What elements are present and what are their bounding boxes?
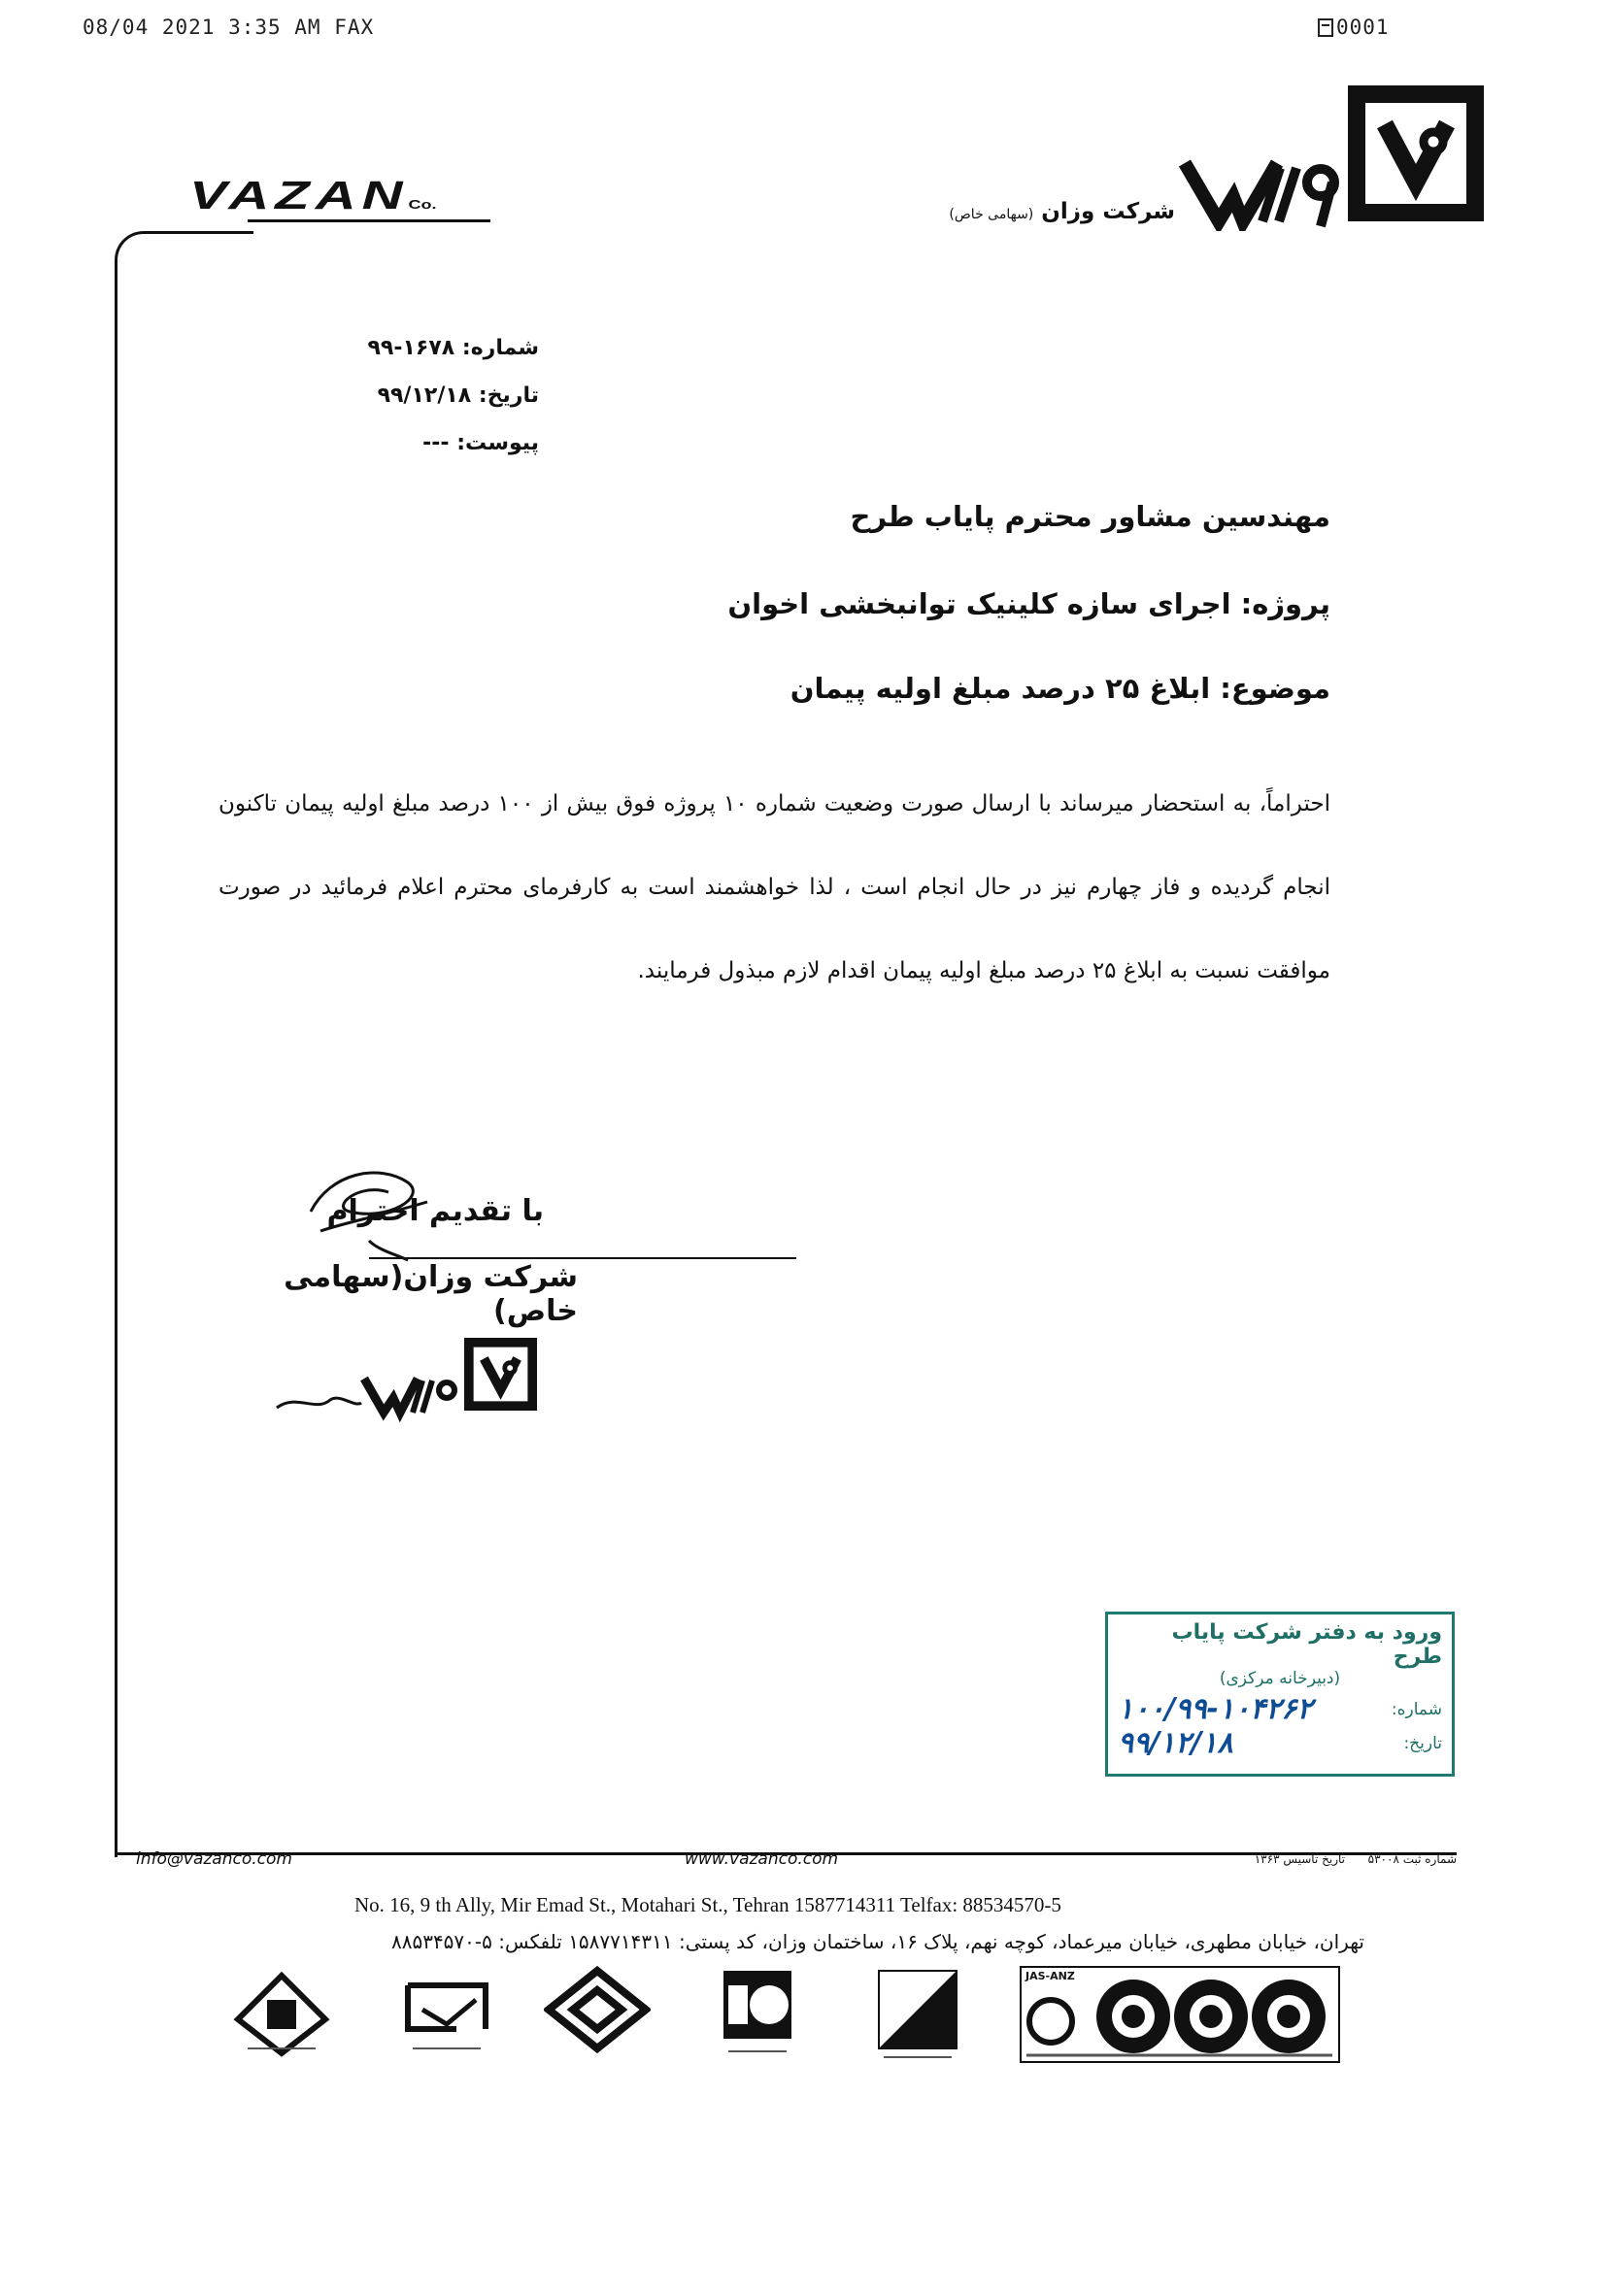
quality-cert-icon — [874, 1966, 961, 2063]
company-type: (سهامی خاص) — [949, 207, 1034, 222]
letter-date-label: تاریخ: — [478, 383, 539, 408]
footer-registration: شماره ثبت ۵۳۰۰۸ — [1367, 1852, 1457, 1866]
frame-top-left-line — [248, 219, 490, 222]
stamp-date-label: تاریخ: — [1403, 1733, 1442, 1753]
fax-icon — [1317, 17, 1334, 38]
footer-address-fa: تهران، خیابان مطهری، خیابان میرعماد، کوچه نهم، پلاک ۱۶، ساختمان وزان، کد پستی: ۱۵۸۷۷۱۴۳۱۱ تلفکس: ۵-۸۸۵۳۴۵۷۰ — [390, 1930, 1364, 1953]
project-line: پروژه: اجرای سازه کلینیک توانبخشی اخوان — [727, 587, 1330, 620]
subject-line: موضوع: ابلاغ ۲۵ درصد مبلغ اولیه پیمان — [790, 672, 1330, 705]
company-seal-wordmark-icon — [272, 1369, 461, 1422]
signer-company: شرکت وزان(سهامی خاص) — [284, 1260, 578, 1328]
stamp-number-value: ۱۰۰/۹۹-۱۰۴۲۶۲ — [1118, 1692, 1313, 1726]
stamp-subtitle: (دبیرخانه مرکزی) — [1219, 1669, 1341, 1688]
footer-address-en: No. 16, 9 th Ally, Mir Emad St., Motahari St., Tehran 1587714311 Telfax: 88534570-5 — [354, 1893, 1061, 1916]
society-logo-icon — [719, 1966, 796, 2063]
company-seal-icon — [464, 1338, 537, 1411]
letter-attachment-value: --- — [422, 431, 450, 455]
handwritten-signature — [291, 1163, 447, 1270]
signature-line — [369, 1257, 796, 1259]
letter-number-label: شماره: — [461, 336, 539, 360]
letter-attachment — [335, 431, 539, 455]
engineering-logo-icon — [233, 1971, 330, 2058]
vazan-latin-logo — [189, 173, 436, 218]
fax-header-timestamp: 08/04 2021 3:35 AM FAX — [83, 16, 375, 39]
footer-established: تاریخ تاسیس ۱۳۶۳ — [1254, 1852, 1345, 1866]
fax-header-page — [1317, 16, 1390, 39]
stamp-date-row — [1118, 1726, 1442, 1760]
stamp-number-label: شماره: — [1391, 1699, 1442, 1719]
letter-date-value: ۹۹/۱۲/۱۸ — [377, 383, 472, 408]
receipt-stamp — [1105, 1612, 1455, 1777]
addressee: مهندسین مشاور محترم پایاب طرح — [850, 500, 1330, 533]
frame-left-border — [115, 231, 253, 1857]
stamp-title: ورود به دفتر شرکت پایاب طرح — [1171, 1620, 1442, 1669]
company-name: شرکت وزان — [1041, 199, 1175, 224]
letter-number-value: ۱۶۷۸-۹۹ — [367, 336, 455, 360]
footer-email: info@vazanco.com — [136, 1849, 292, 1869]
company-logo-icon — [1348, 85, 1484, 221]
builders-logo-icon — [398, 1971, 495, 2058]
stamp-number-row — [1118, 1692, 1442, 1726]
letter-number — [335, 336, 539, 360]
association-logo-icon — [544, 1966, 651, 2058]
certificate-strip — [233, 1966, 1350, 2073]
company-name-header — [903, 199, 1175, 224]
iso-cert-label: JAS-ANZ — [1025, 1970, 1075, 1982]
fax-page-number: 0001 — [1336, 16, 1390, 39]
vazan-latin-text: VAZAN — [189, 173, 409, 218]
stamp-date-value: ۹۹/۱۲/۱۸ — [1118, 1726, 1233, 1760]
company-wordmark-icon — [1175, 144, 1340, 231]
footer-website: www.vazanco.com — [685, 1849, 839, 1869]
iso-cert-icon — [1020, 1966, 1340, 2063]
letter-date — [335, 383, 539, 408]
letter-attachment-label: پیوست: — [456, 431, 539, 455]
vazan-latin-suffix: Co. — [408, 197, 437, 212]
closing-regards: با تقدیم احترام — [326, 1194, 544, 1228]
letter-body: احتراماً، به استحضار میرساند با ارسال صورت وضعیت شماره ۱۰ پروژه فوق بیش از ۱۰۰ درصد مبلغ اولیه پیمان تاکنون انجام گردیده و فاز چهارم نیز در حال انجام است ، لذا خواهشمند است به کارفرمای محترم اعلام فرمائید در صورت موافقت نسبت به ابلاغ ۲۵ درصد مبلغ اولیه پیمان اقدام لازم مبذول فرمایند. — [218, 791, 1330, 983]
